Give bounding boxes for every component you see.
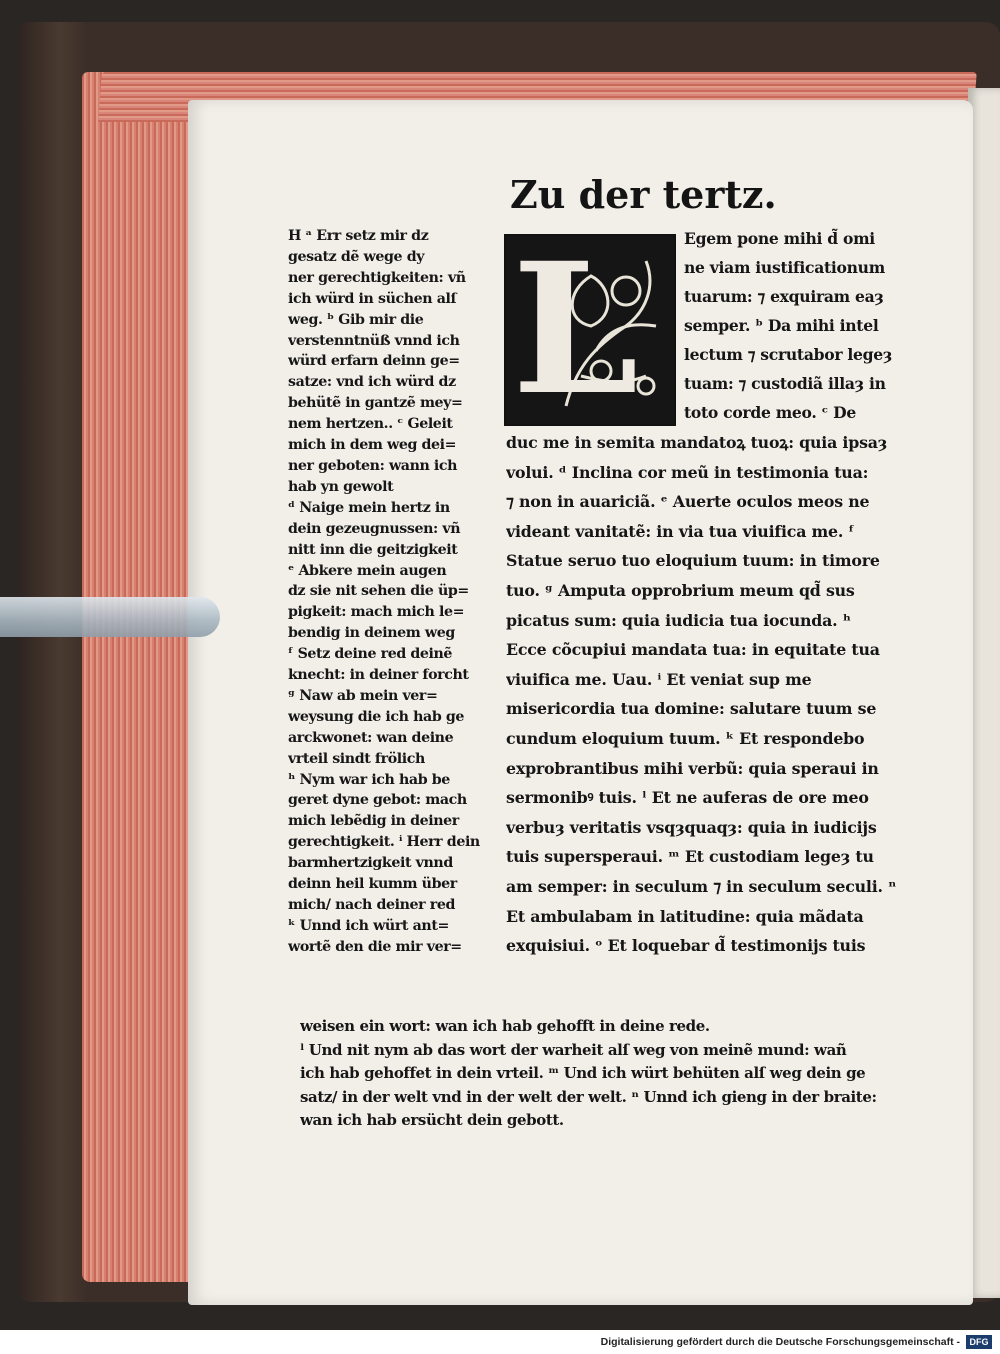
text-line: satz/ in der welt vnd in der welt der welt. ⁿ Unnd ich gieng in der braite: [300,1087,877,1106]
text-line: mich lebẽdig in deiner [288,813,459,830]
text-line: mich/ nach deiner red [288,897,455,913]
text-line: am semper: in seculum ⁊ in seculum seculi. ⁿ [506,876,897,896]
text-line: ⁊ non in auariciã. ᵉ Auerte oculos meos ne [506,492,870,512]
text-line: arckwonet: wan deine [288,729,454,746]
page-heading: Zu der tertz. [510,172,777,217]
text-line: ᵍ Naw ab mein ver= [288,687,438,704]
text-line: tuam: ⁊ custodiã illaȝ in [684,374,886,393]
text-line: tuo. ᵍ Amputa opprobrium meum qd̃ sus [506,580,855,600]
text-line: sermonibꝰ tuis. ˡ Et ne auferas de ore meo [506,788,869,808]
text-line: tuis supersperaui. ᵐ Et custodiam legeȝ tu [506,847,874,867]
text-line: ˡ Und nit nym ab das wort der warheit alſ weg von meinẽ mund: wañ [300,1040,847,1059]
text-line: ich würd in süchen alſ [288,290,457,307]
text-line: dein gezeugnussen: vñ [288,520,461,537]
text-line: ich hab gehoffet in dein vrteil. ᵐ Und ich würt behüten alſ weg dein ge [300,1064,866,1082]
footer-credit: Digitalisierung gefördert durch die Deutsche Forschungsgemeinschaft - [600,1336,960,1348]
text-line: hab yn gewolt [288,478,394,495]
text-line: volui. ᵈ Inclina cor meũ in testimonia tua: [506,462,869,482]
text-line: cundum eloquium tuum. ᵏ Et respondebo [506,728,865,748]
text-line: Statue seruo tuo eloquium tuum: in timore [506,551,880,571]
bookmark-clip [0,597,220,637]
book-spine [18,22,88,1302]
text-line: tuarum: ⁊ exquiram eaȝ [684,287,884,306]
text-line: satze: vnd ich würd dz [288,374,456,391]
text-line: ᶠ Setz deine red deinẽ [288,646,453,663]
text-line: ne viam iustificationum [684,258,885,277]
text-line: nitt inn die geitzigkeit [288,541,458,558]
text-line: Et ambulabam in latitudine: quia mãdata [506,906,864,926]
right-column-latin [506,428,916,961]
text-line: semper. ᵇ Da mihi intel [684,316,879,335]
text-line: bendig in deinem weg [288,625,455,642]
text-line: knecht: in deiner forcht [288,667,469,684]
text-line: Ecce cõcupiui mandata tua: in equitate tua [506,640,880,660]
initial-letter: L [512,224,639,435]
text-line: ner gerechtigkeiten: vñ [288,269,466,286]
text-line: nem hertzen.. ᶜ Geleit [288,416,453,433]
text-line: H ᵃ Err setz mir dz [288,228,429,244]
text-line: Egem pone mihi d̃ omi [684,229,875,248]
page-edges-red [82,72,202,1282]
text-line: wortẽ den die mir ver= [288,938,462,955]
text-line: weisen ein wort: wan ich hab gehofft in deine rede. [300,1017,710,1035]
text-line: gerechtigkeit. ⁱ Herr dein [288,834,480,851]
text-line: picatus sum: quia iudicia tua iocunda. ʰ [506,610,851,630]
text-line: duc me in semita mandatoꝝ tuoꝝ: quia ipsaȝ [506,433,888,452]
text-line: pigkeit: mach mich le= [288,604,465,621]
left-column-german [288,226,493,958]
footer-bar [0,1330,1000,1354]
text-line: ᵉ Abkere mein augen [288,562,447,579]
text-line: würd erfarn deinn ge= [288,353,460,370]
text-line: vrteil sindt frölich [288,750,425,767]
dfg-logo: DFG [966,1335,992,1349]
text-line: wan ich hab ersücht dein gebott. [300,1111,564,1129]
text-line: toto corde meo. ᶜ De [684,403,856,422]
text-line: verbuȝ veritatis vsqȝquaqȝ: quia in iudicijs [506,817,877,837]
text-line: ᵈ Naige mein hertz in [288,499,450,516]
text-line: geret dyne gebot: mach [288,792,467,809]
bottom-paragraph [300,1015,915,1133]
text-line: exprobrantibus mihi verbũ: quia speraui in [506,758,879,778]
right-column-latin-top [684,224,912,427]
text-line: barmhertzigkeit vnnd [288,855,453,872]
decorated-initial [506,224,674,435]
text-line: misericordia tua domine: salutare tuum se [506,699,877,719]
text-line: deinn heil kumm über [288,876,457,893]
text-line: videant vanitatẽ: in via tua viuifica me. ᶠ [506,521,855,541]
text-line: exquisiui. ᵒ Et loquebar d̃ testimonijs tuis [506,936,866,956]
text-line: weysung die ich hab ge [288,708,465,725]
text-line: behütẽ in gantzẽ mey= [288,395,463,412]
text-line: ner geboten: wann ich [288,457,458,474]
text-line: gesatz dẽ wege dy [288,248,425,265]
text-line: lectum ⁊ scrutabor legeȝ [684,345,893,364]
text-line: weg. ᵇ Gib mir die [288,311,424,328]
text-line: ᵏ Unnd ich würt ant= [288,917,449,934]
text-line: ʰ Nym war ich hab be [288,771,450,788]
text-line: dz sie nit sehen die üp= [288,583,469,600]
text-line: viuifica me. Uau. ⁱ Et veniat sup me [506,669,812,689]
text-line: verstenntnüß vnnd ich [288,332,460,349]
text-line: mich in dem weg dei= [288,437,457,454]
